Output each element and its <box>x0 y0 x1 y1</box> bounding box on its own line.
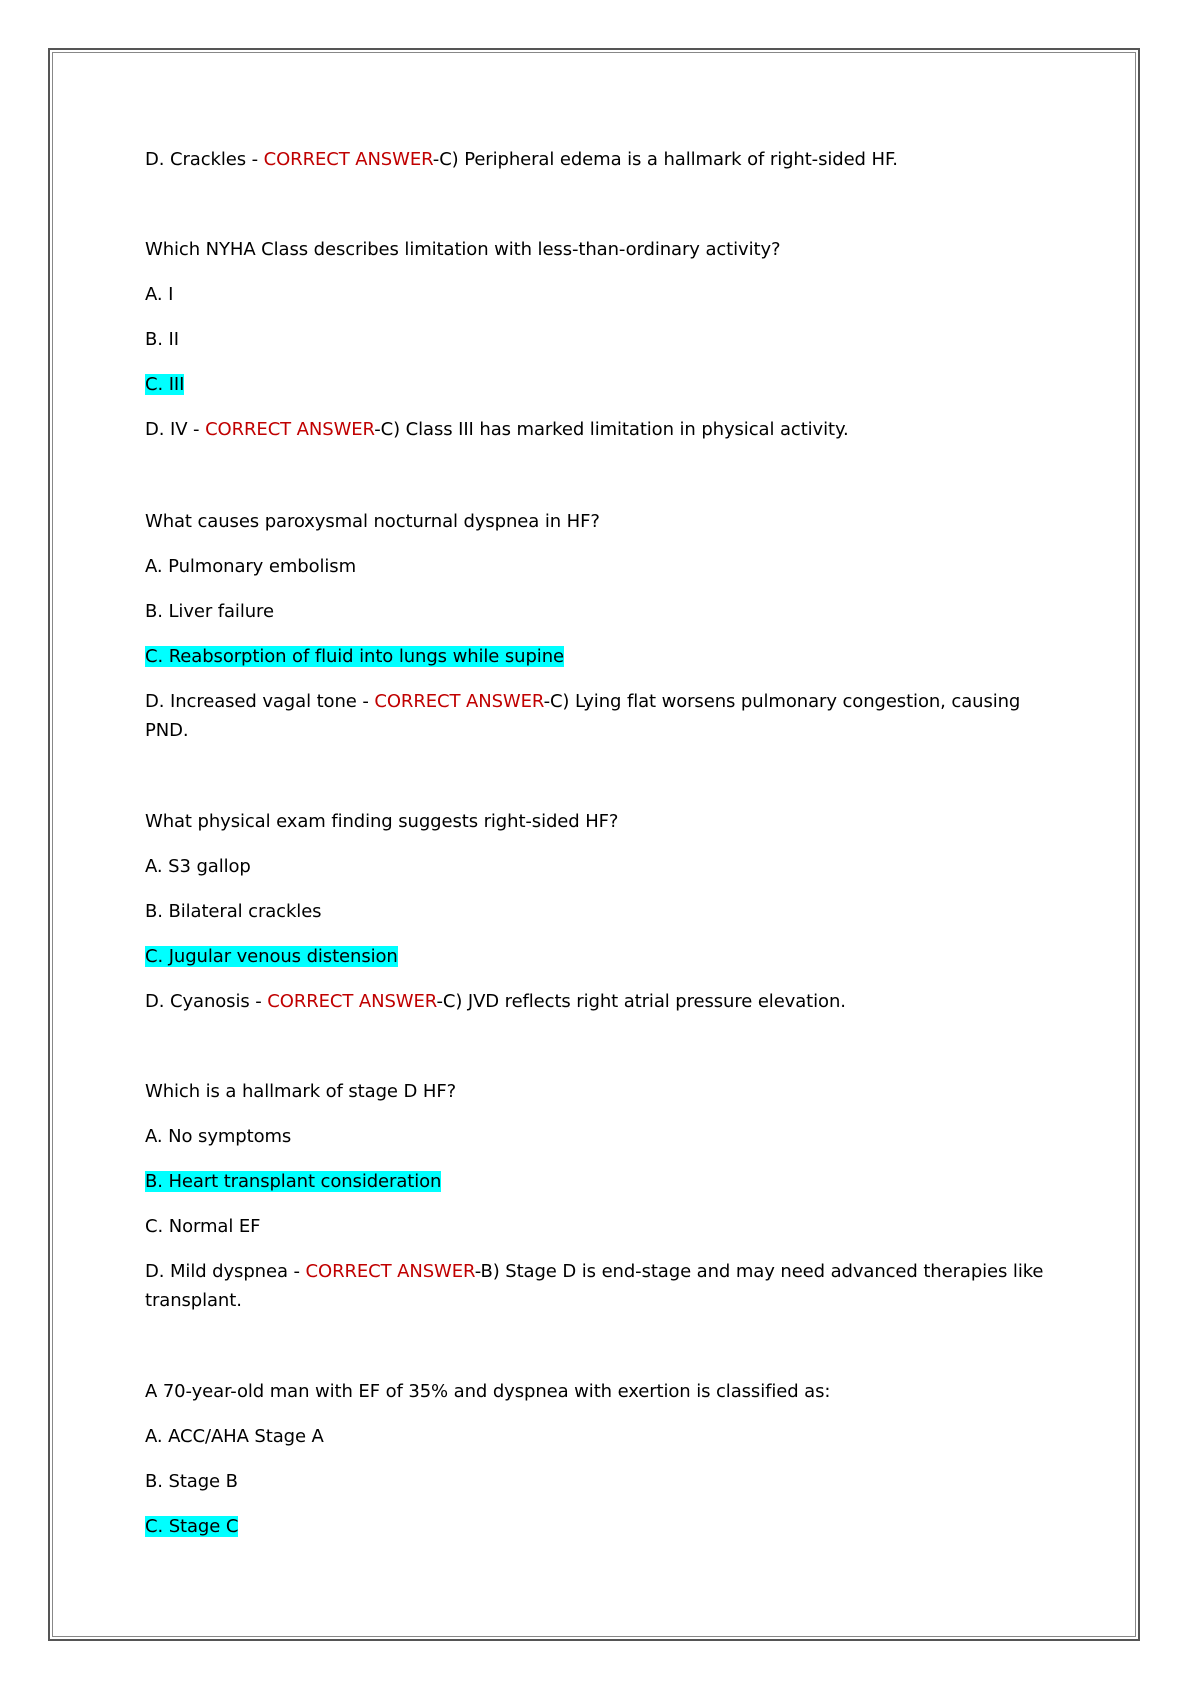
correct-answer-marker: CORRECT ANSWER <box>263 149 433 170</box>
option-b-q2: B. Liver failure <box>145 601 274 622</box>
option-d-q4: D. Mild dyspnea - CORRECT ANSWER-B) Stage D is end-stage and may need advanced therapies like transplant. <box>145 1261 1044 1311</box>
option-c-q5-highlighted: C. Stage C <box>145 1516 239 1537</box>
option-c-q3-highlighted: C. Jugular venous distension <box>145 946 398 967</box>
question-pnd: What causes paroxysmal nocturnal dyspnea in HF? <box>145 511 600 532</box>
option-a-q5: A. ACC/AHA Stage A <box>145 1426 324 1447</box>
option-c-q4: C. Normal EF <box>145 1216 261 1237</box>
option-a-q2: A. Pulmonary embolism <box>145 556 357 577</box>
correct-answer-marker: CORRECT ANSWER <box>205 419 375 440</box>
correct-answer-marker: CORRECT ANSWER <box>374 691 544 712</box>
option-d-q1: D. IV - CORRECT ANSWER-C) Class III has marked limitation in physical activity. <box>145 419 849 440</box>
option-a-q3: A. S3 gallop <box>145 856 251 877</box>
option-a-q4: A. No symptoms <box>145 1126 292 1147</box>
question-classification: A 70-year-old man with EF of 35% and dyspnea with exertion is classified as: <box>145 1381 831 1402</box>
option-d-q0: D. Crackles - CORRECT ANSWER-C) Peripheral edema is a hallmark of right-sided HF. <box>145 149 898 170</box>
option-b-q5: B. Stage B <box>145 1471 238 1492</box>
option-a-q1: A. I <box>145 284 174 305</box>
option-b-q4-highlighted: B. Heart transplant consideration <box>145 1171 442 1192</box>
option-b-q1: B. II <box>145 329 179 350</box>
correct-answer-marker: CORRECT ANSWER <box>267 991 437 1012</box>
option-c-q1-highlighted: C. III <box>145 374 185 395</box>
option-c-q2-highlighted: C. Reabsorption of fluid into lungs while supine <box>145 646 564 667</box>
option-d-q2: D. Increased vagal tone - CORRECT ANSWER-C) Lying flat worsens pulmonary congestion, causing PND. <box>145 691 1021 741</box>
correct-answer-marker: CORRECT ANSWER <box>305 1261 475 1282</box>
option-d-q3: D. Cyanosis - CORRECT ANSWER-C) JVD reflects right atrial pressure elevation. <box>145 991 846 1012</box>
question-right-sided-hf: What physical exam finding suggests right-sided HF? <box>145 811 619 832</box>
question-nyha-class: Which NYHA Class describes limitation with less-than-ordinary activity? <box>145 239 781 260</box>
option-b-q3: B. Bilateral crackles <box>145 901 322 922</box>
question-stage-d: Which is a hallmark of stage D HF? <box>145 1081 457 1102</box>
